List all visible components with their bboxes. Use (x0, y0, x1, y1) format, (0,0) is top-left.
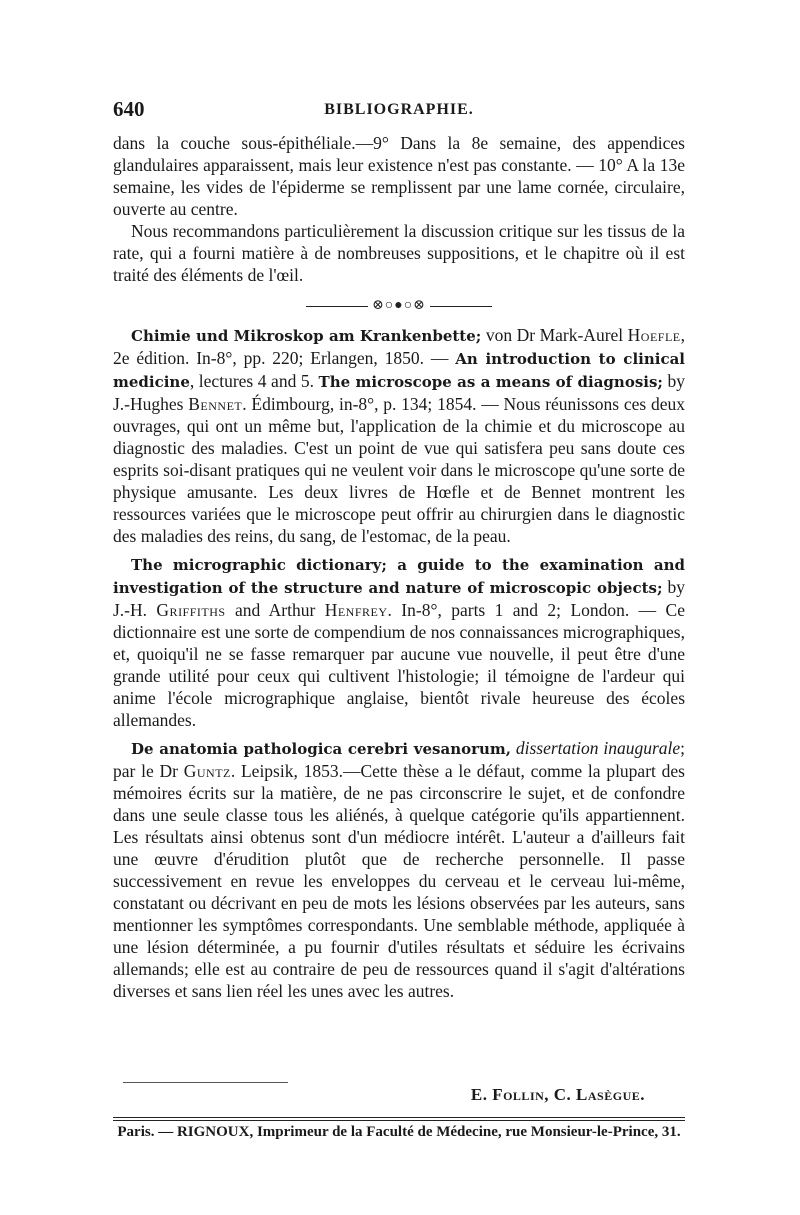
paragraph-continuation: dans la couche sous-épithéliale.—9° Dans la 8e semaine, des appendices glandulaires apparaissent, mais leur existence n'est pas constante. — 10° A la 13e semaine, les vides de l'épiderme se remplissent par une lame cornée, circulaire, ouverte au centre. (113, 133, 685, 219)
entry-text: De anatomia pathologica cerebri vesanorum, dissertation inaugurale; par le Dr Guntz. Leipsik, 1853.—Cette thèse a le défaut, comme la plupart des mémoires écrits sur la matière, de ne pas circonscrire le sujet, et de confondre dans une seule classe tous les aliénés, à quelque catégorie qu'ils appartiennent. Les résultats ainsi obtenus sont d'un médiocre intérêt. L'auteur a d'ailleurs fait une œuvre d'érudition plutôt que de recherche personnelle. Il passe successivement en revue les enveloppes du cerveau et le cerveau lui-même, constatant ou décrivant en peu de mots les lésions observées par les auteurs, sans mentionner les symptômes correspondants. Une semblable méthode, appliquée à une lésion déterminée, a pu fournir d'utiles résultats et séduire les écrivains allemands; elle est au contraire de peu de ressources quand il s'agit d'altérations diverses et sans lien réel les unes avec les autres. (113, 738, 686, 1001)
author-name: Hoefle (627, 325, 681, 345)
entry-title: The microscope as a means of diagnosis; (318, 373, 663, 391)
printer-imprint: Paris. — RIGNOUX, Imprimeur de la Faculté de Médecine, rue Monsieur-le-Prince, 31. (117, 1124, 681, 1140)
signature-block (113, 1082, 685, 1112)
author-name: Bennet (188, 394, 243, 414)
author-name: Guntz (183, 761, 231, 781)
entry-subtitle: dissertation inaugurale (515, 738, 681, 758)
page-header (113, 97, 685, 127)
paragraph-recommendation: Nous recommandons particulièrement la discussion critique sur les tissus de la rate, qui a fourni matière à de nombreuses suppositions, et le chapitre où il est traité des éléments de l'œil. (113, 221, 685, 285)
ornament-rule-right (430, 306, 492, 307)
entry-text: The micrographic dictionary; a guide to the examination and investigation of the structure and nature of microscopic objects; by J.-H. Griffiths and Arthur Henfrey. In-8°, parts 1 and 2; London. — Ce dictionnaire est une sorte de compendium de nos connaissances micrographiques, et, quoiqu'il ne se fasse remarquer par aucune vue nouvelle, il peut être d'une grande utilité pour ceux qui cultivent l'histologie; il témoigne de l'ardeur qui anime l'école micrographique anglaise, bientôt rivale heureuse des écoles allemandes. (113, 556, 685, 730)
entry-title: An introduction to clinical medicine (113, 350, 685, 391)
entry-review: . Leipsik, 1853.—Cette thèse a le défaut, comme la plupart des mémoires écrits sur la matière, de ne pas circonscrire le sujet, et de confondre dans une seule classe tous les aliénés, à quelque catégorie qu'ils appartiennent. Les résultats ainsi obtenus sont d'un médiocre intérêt. L'auteur a d'ailleurs fait une œuvre d'érudition plutôt que de recherche personnelle. Il passe successivement en revue les enveloppes du cerveau et le cerveau lui-même, constatant ou décrivant en peu de mots les lésions observées par les auteurs, sans mentionner les symptômes correspondants. Une semblable méthode, appliquée à une lésion déterminée, a pu fournir d'utiles résultats et séduire les écrivains allemands; elle est au contraire de peu de ressources quand il s'agit d'altérations diverses et sans lien réel les unes avec les autres. (113, 761, 685, 1001)
author-name: Griffiths (156, 600, 226, 620)
ornament-rule-left (306, 306, 368, 307)
running-title: BIBLIOGRAPHIE. (324, 101, 474, 118)
page-body (113, 132, 685, 1002)
signature-names: E. Follin, C. Lasègue. (470, 1085, 645, 1104)
entry-review: . Édimbourg, in-8°, p. 134; 1854. — Nous réunissons ces deux ouvrages, qui ont un même but, l'application de la chimie et du microscope au diagnostic des maladies. C'est un point de vue qui satisfera peu sans doute ces esprits soi-disant pratiques qui ne veulent voir dans le microscope qu'une sorte de physique amusante. Les deux livres de Hœfle et de Bennet montrent les ressources variées que le microscope peut offrir au chirurgien dans le diagnostic des maladies des reins, du sang, de l'estomac, de la peau. (113, 394, 685, 546)
entry-title: Chimie und Mikroskop am Krankenbette; (131, 327, 482, 345)
bibliography-entry-guntz (113, 737, 685, 1002)
entry-title: De anatomia pathologica cerebri vesanorum, (131, 740, 512, 758)
ornament-icon: ⊗○●○⊗ (372, 298, 426, 313)
entry-title: The micrographic dictionary; a guide to the examination and investigation of the structure and nature of microscopic objects; (113, 556, 685, 597)
footer-rule (113, 1117, 685, 1118)
page-number: 640 (113, 97, 145, 121)
section-ornament (113, 296, 685, 316)
bibliography-entry-micrographic-dictionary (113, 553, 685, 731)
bibliography-entry-hoefle-bennet (113, 324, 685, 547)
entry-text: Chimie und Mikroskop am Krankenbette; von Dr Mark-Aurel Hoefle, 2e édition. In-8°, pp. 220; Erlangen, 1850. — An introduction to clinical medicine, lectures 4 and 5. The microscope as a means of diagnosis; by J.-Hughes Bennet. Édimbourg, in-8°, p. 134; 1854. — Nous réunissons ces deux ouvrages, qui ont un même but, l'application de la chimie et du microscope au diagnostic des maladies. C'est un point de vue qui satisfera peu sans doute ces esprits soi-disant pratiques qui ne veulent voir dans le microscope qu'une sorte de physique amusante. Les deux livres de Hœfle et de Bennet montrent les ressources variées que le microscope peut offrir au chirurgien dans le diagnostic des maladies des reins, du sang, de l'estomac, de la peau. (113, 325, 686, 546)
entry-review: . In-8°, parts 1 and 2; London. — Ce dictionnaire est une sorte de compendium de nos connaissances micrographiques, et, quoiqu'il ne se fasse remarquer par aucune vue nouvelle, il peut être d'une grande utilité pour ceux qui cultivent l'histologie; il témoigne de l'ardeur qui anime l'école micrographique anglaise, bientôt rivale heureuse des écoles allemandes. (113, 600, 685, 730)
footer-rule-thin (113, 1120, 685, 1121)
signature-rule (123, 1082, 288, 1083)
author-name: Henfrey (324, 600, 388, 620)
